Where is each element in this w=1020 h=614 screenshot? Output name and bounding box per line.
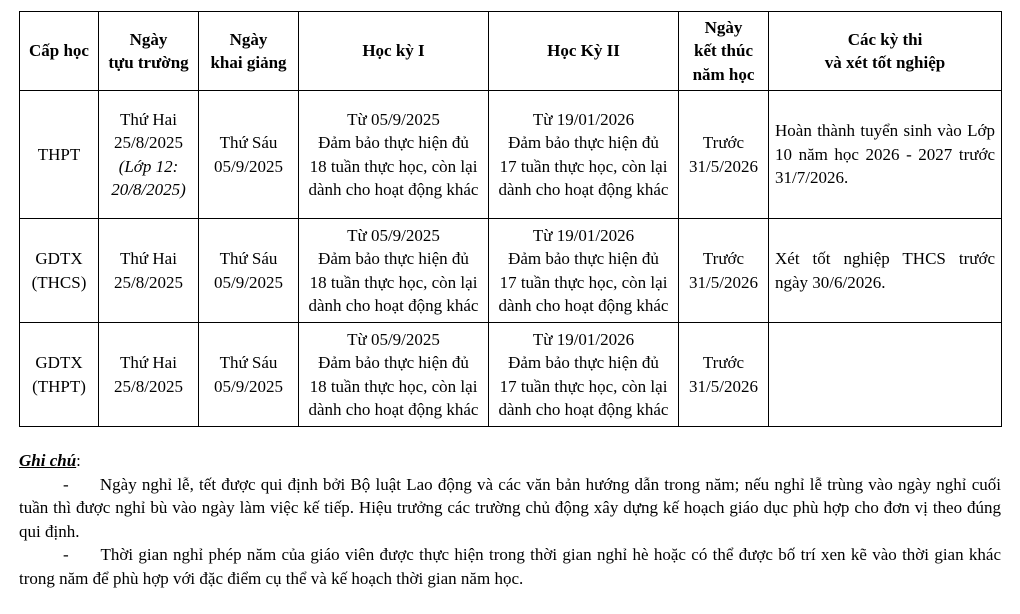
table-row [20,323,1002,427]
school-year-schedule-table [19,11,1002,427]
cell-hoc-ky-2: Từ 19/01/2026 Đảm bảo thực hiện đủ 17 tuần thực học, còn lại dành cho hoạt động khác [489,91,679,219]
table-row [20,219,1002,323]
cell-hoc-ky-1: Từ 05/9/2025 Đảm bảo thực hiện đủ 18 tuần thực học, còn lại dành cho hoạt động khác [299,91,489,219]
cell-tuu-truong: Thứ Hai 25/8/2025 [99,323,199,427]
cell-tuu-truong: Thứ Hai 25/8/2025 (Lớp 12: 20/8/2025) [99,91,199,219]
header-ky-thi: Các kỳ thi và xét tốt nghiệp [769,12,1002,91]
cell-ket-thuc: Trước 31/5/2026 [679,219,769,323]
table-header-row [20,12,1002,91]
cell-hoc-ky-2: Từ 19/01/2026 Đảm bảo thực hiện đủ 17 tuần thực học, còn lại dành cho hoạt động khác [489,323,679,427]
header-ngay-tuu-truong: Ngày tựu trường [99,12,199,91]
table-row [20,91,1002,219]
header-ngay-khai-giang: Ngày khai giảng [199,12,299,91]
header-ngay-ket-thuc: Ngày kết thúc năm học [679,12,769,91]
cell-cap-hoc: GDTX (THCS) [20,219,99,323]
header-hoc-ky-1: Học kỳ I [299,12,489,91]
cell-khai-giang: Thứ Sáu 05/9/2025 [199,91,299,219]
cell-cap-hoc: GDTX (THPT) [20,323,99,427]
header-cap-hoc: Cấp học [20,12,99,91]
cell-hoc-ky-1: Từ 05/9/2025 Đảm bảo thực hiện đủ 18 tuần thực học, còn lại dành cho hoạt động khác [299,323,489,427]
notes-heading [19,449,1001,473]
cell-ky-thi: Xét tốt nghiệp THCS trước ngày 30/6/2026. [769,219,1002,323]
note-item: - Ngày nghỉ lễ, tết được qui định bởi Bộ luật Lao động và các văn bản hướng dẫn trong năm; nếu nghỉ lễ trùng vào ngày nghỉ cuối tuần thì được nghỉ bù vào ngày làm việc kế tiếp. Hiệu trưởng các trường chủ động xây dựng kế hoạch giáo dục phù hợp cho đơn vị theo đúng qui định. [19,474,1001,541]
cell-hoc-ky-1: Từ 05/9/2025 Đảm bảo thực hiện đủ 18 tuần thực học, còn lại dành cho hoạt động khác [299,219,489,323]
notes-title-suffix: : [76,451,81,470]
note-item: - Thời gian nghỉ phép năm của giáo viên được thực hiện trong thời gian nghỉ hè hoặc có thể được bố trí xen kẽ vào thời gian khác trong năm để phù hợp với đặc điểm cụ thể và kế hoạch thời gian năm học. [19,545,1001,588]
cell-cap-hoc: THPT [20,91,99,219]
header-hoc-ky-2: Học Kỳ II [489,12,679,91]
cell-ket-thuc: Trước 31/5/2026 [679,323,769,427]
notes-title: Ghi chú [19,451,77,470]
cell-ky-thi [769,323,1002,427]
cell-ky-thi: Hoàn thành tuyển sinh vào Lớp 10 năm học 2026 - 2027 trước 31/7/2026. [769,91,1002,219]
cell-hoc-ky-2: Từ 19/01/2026 Đảm bảo thực hiện đủ 17 tuần thực học, còn lại dành cho hoạt động khác [489,219,679,323]
cell-khai-giang: Thứ Sáu 05/9/2025 [199,219,299,323]
cell-ket-thuc: Trước 31/5/2026 [679,91,769,219]
notes-section [19,449,1001,590]
cell-tuu-truong: Thứ Hai 25/8/2025 [99,219,199,323]
cell-khai-giang: Thứ Sáu 05/9/2025 [199,323,299,427]
